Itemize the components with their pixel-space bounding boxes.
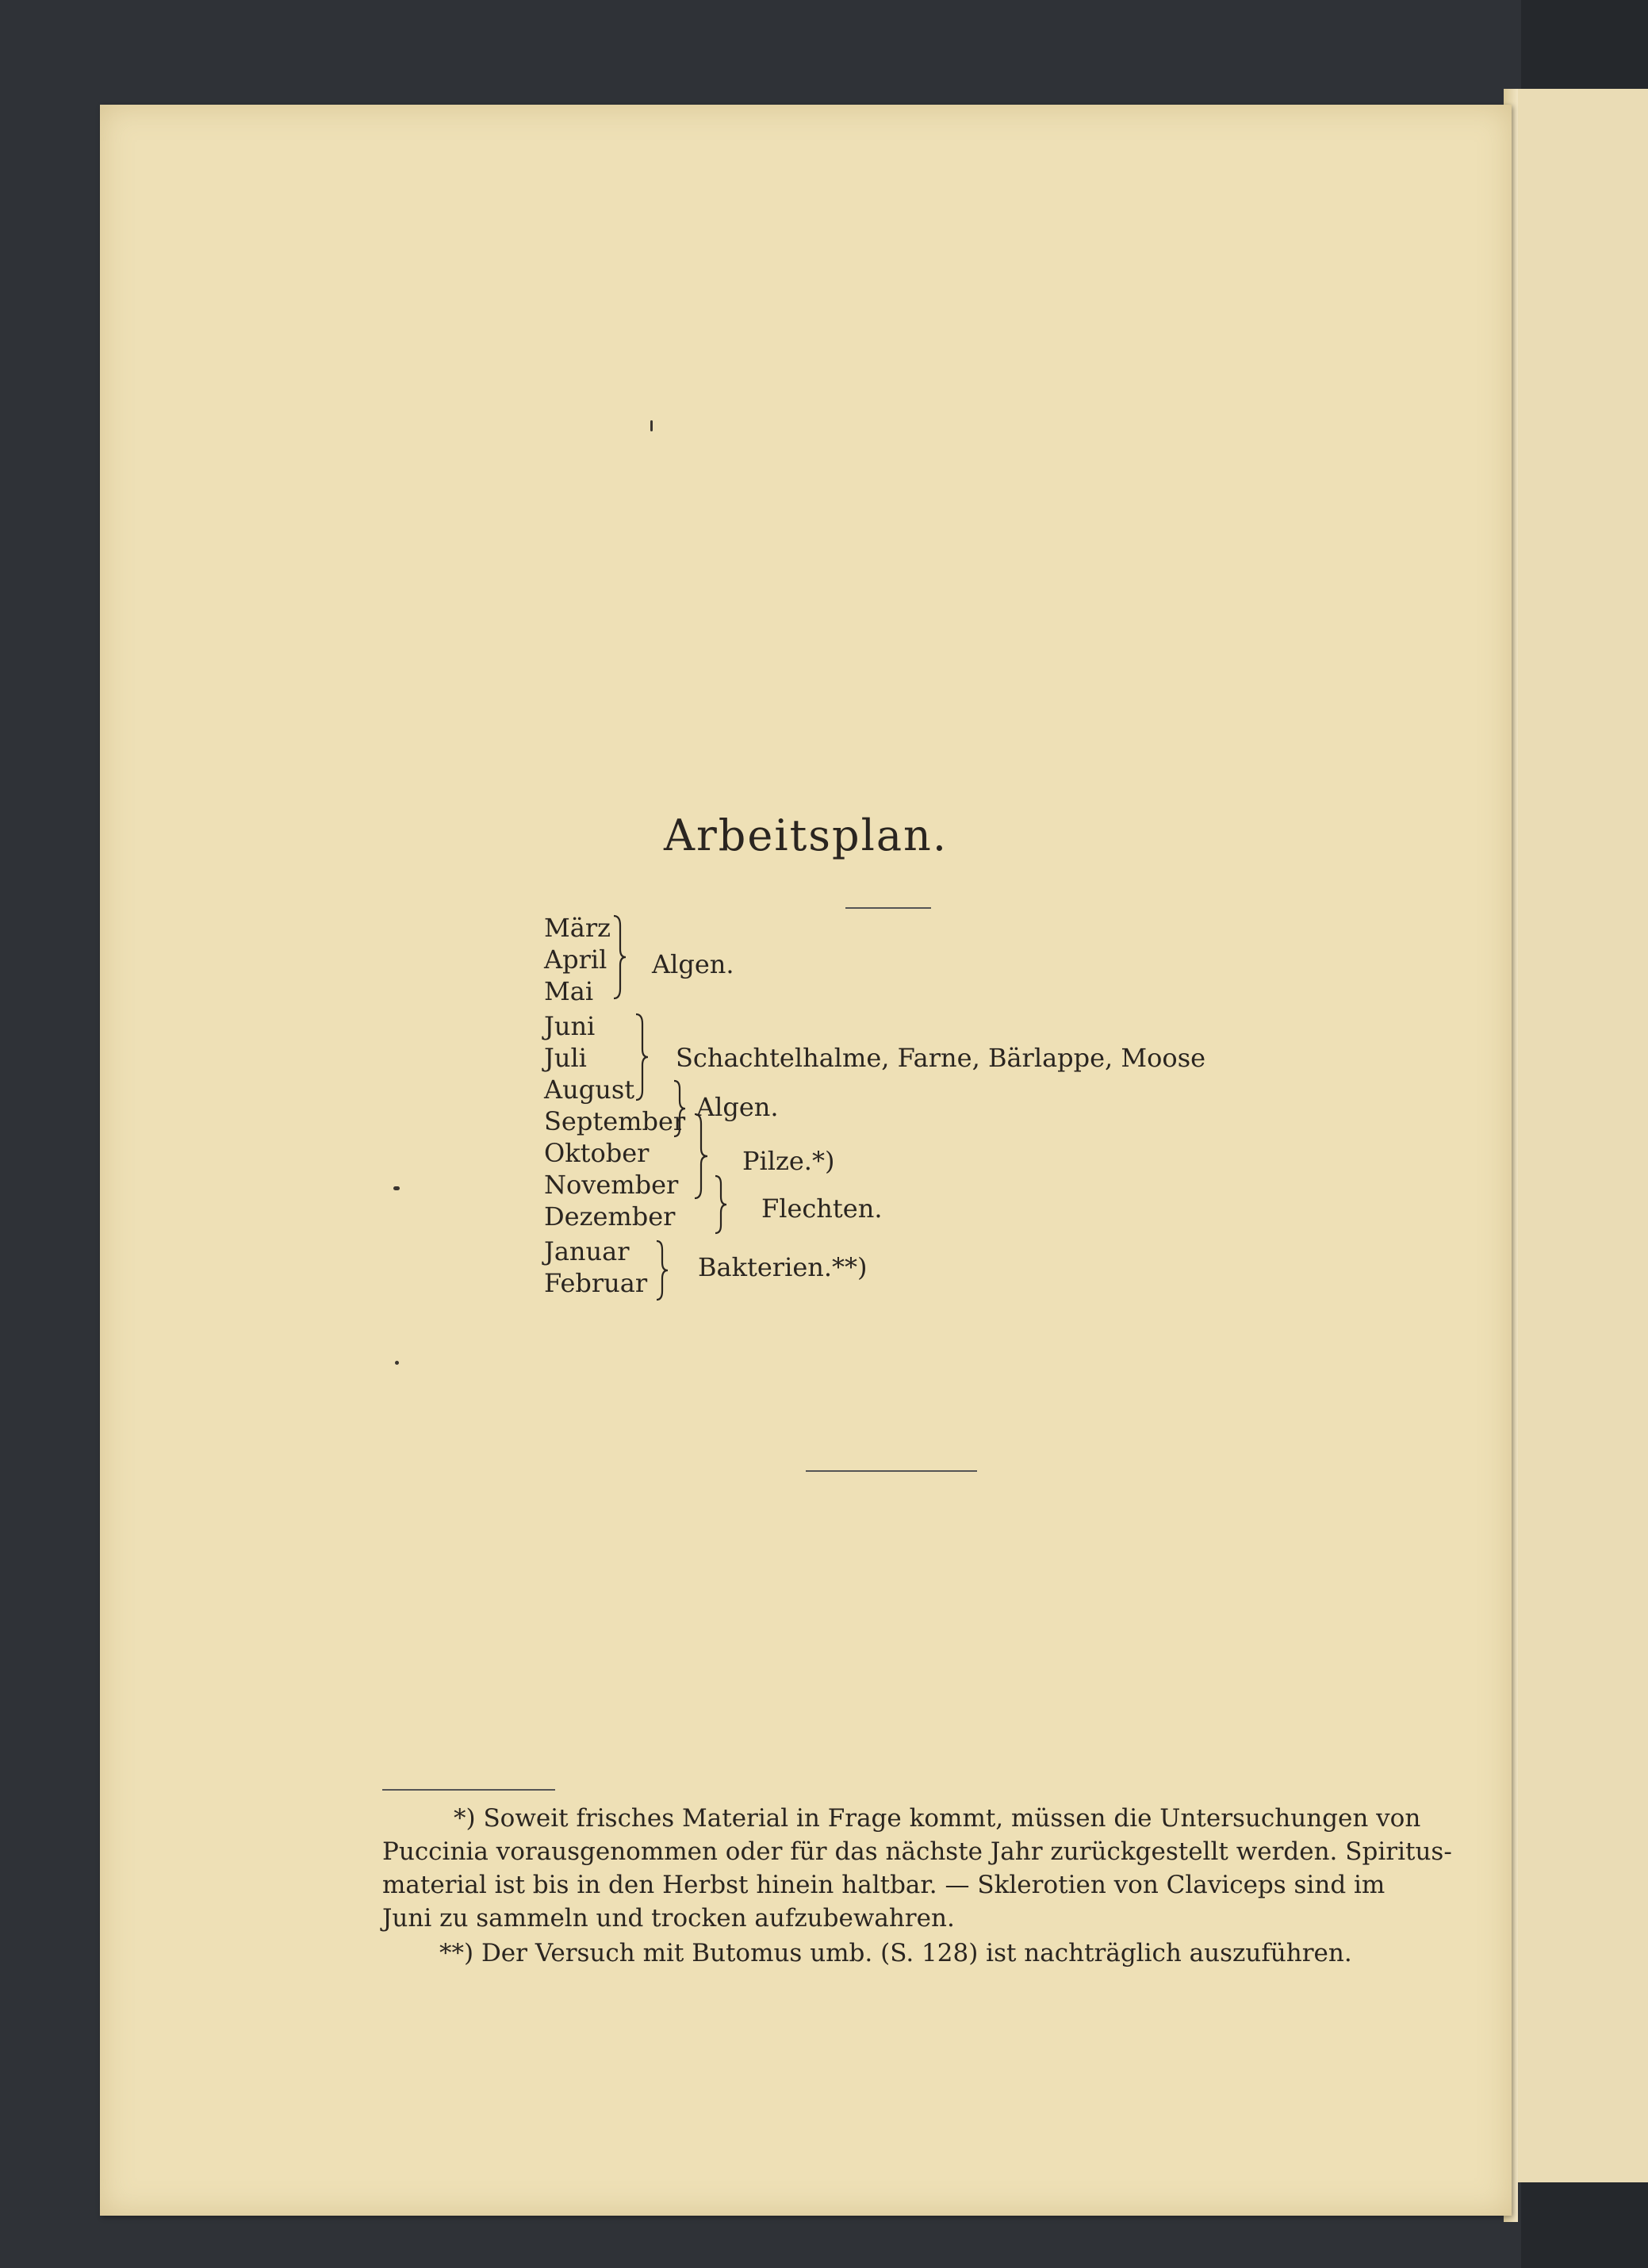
month-label: September [544, 1106, 686, 1136]
footnote-line: material ist bis in den Herbst hinein haltbar. — Sklerotien von Claviceps sind im [382, 1871, 1385, 1899]
month-label: Februar [544, 1268, 648, 1298]
section-rule [806, 1470, 977, 1472]
document-page [100, 105, 1512, 2216]
brace-spring [612, 914, 628, 1001]
footnote-rule [382, 1789, 555, 1791]
month-label: April [544, 944, 607, 975]
month-label: Januar [544, 1236, 630, 1266]
adjacent-page-edge [1516, 89, 1648, 2182]
footnote-line: Juni zu sammeln und trocken aufzubewahren. [382, 1904, 955, 1933]
brace-autumn [693, 1112, 711, 1201]
month-label: Dezember [544, 1201, 676, 1232]
group-label: Algen. [652, 949, 734, 979]
footnote-line: *) Soweit frisches Material in Frage kommt, müssen die Untersuchungen von [454, 1804, 1421, 1833]
month-label: Juli [544, 1043, 587, 1073]
month-label: Oktober [544, 1138, 650, 1168]
month-label: Juni [544, 1011, 596, 1041]
month-label: August [544, 1075, 635, 1105]
brace-late-autumn [714, 1174, 730, 1236]
footnote-line: Puccinia vorausgenommen oder für das nächste Jahr zurückgestellt werden. Spiritus- [382, 1837, 1452, 1866]
brace-winter [655, 1239, 671, 1302]
month-label: März [544, 913, 611, 943]
group-label: Schachtelhalme, Farne, Bärlappe, Moose [676, 1043, 1206, 1073]
footnote-line: **) Der Versuch mit Butomus umb. (S. 128) ist nachträglich auszuführen. [439, 1939, 1352, 1967]
month-label: Mai [544, 976, 594, 1006]
group-label: Algen. [696, 1092, 779, 1122]
paper-speck [395, 1361, 399, 1365]
group-label: Pilze.*) [742, 1146, 835, 1176]
group-label: Flechten. [761, 1193, 883, 1224]
title-rule [845, 907, 931, 909]
brace-summer [634, 1012, 650, 1102]
paper-speck [393, 1186, 400, 1190]
page-title: Arbeitsplan. [664, 810, 948, 860]
group-label: Bakterien.**) [698, 1252, 868, 1282]
brace-late-summer [673, 1078, 688, 1139]
month-label: November [544, 1170, 679, 1200]
paper-speck [650, 420, 653, 431]
